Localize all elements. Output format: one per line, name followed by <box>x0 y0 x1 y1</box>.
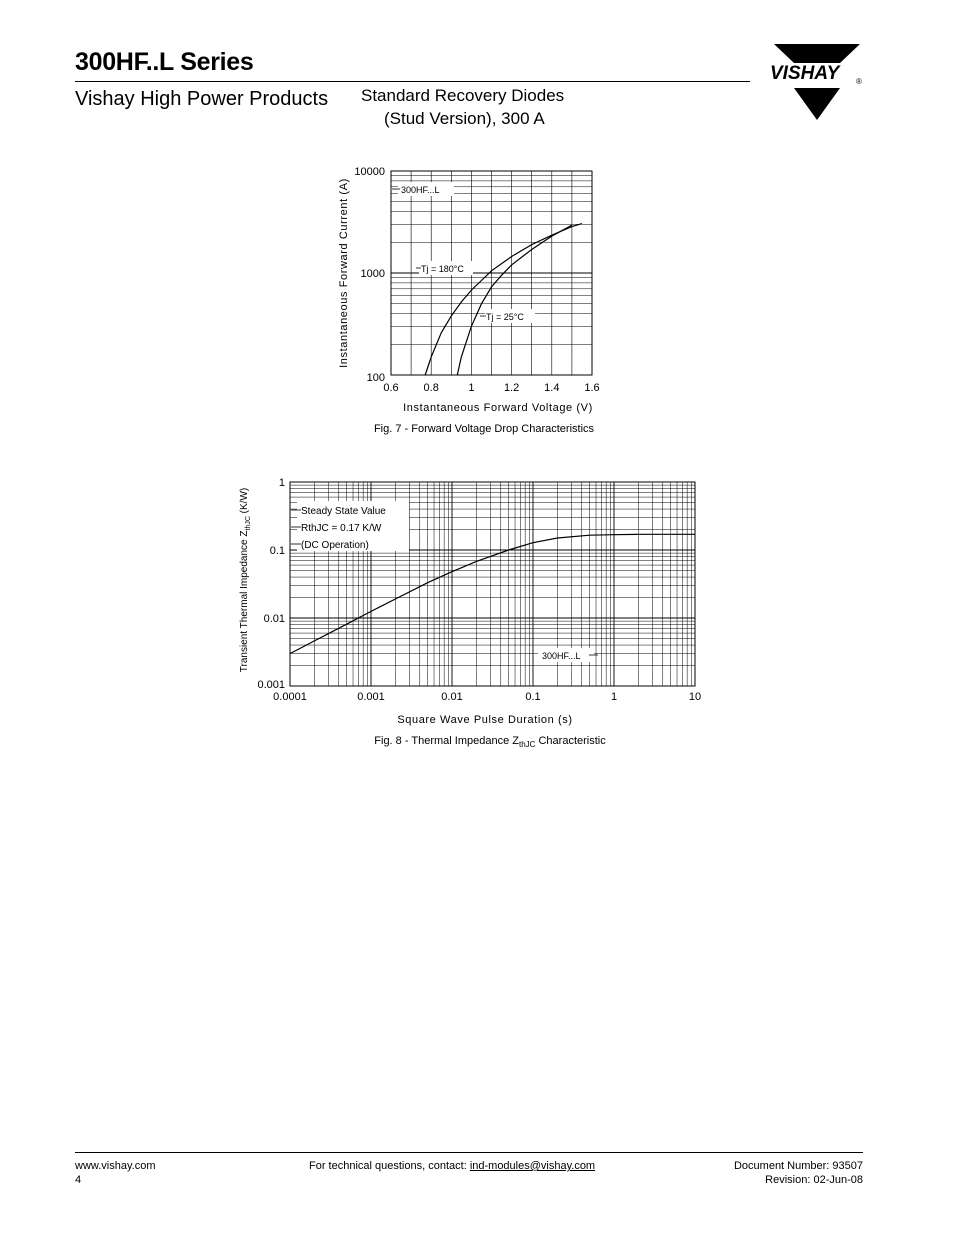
footer-website[interactable]: www.vishay.com <box>75 1160 156 1172</box>
fig7-chart <box>330 160 630 440</box>
subtitle-line-1: Standard Recovery Diodes <box>361 86 565 105</box>
fig8-x-tick-label: 0.0001 <box>273 691 307 703</box>
fig8-series-line-0 <box>290 534 695 653</box>
fig8-annotation-dc-operation: (DC Operation) <box>301 540 369 551</box>
fig8-y-label-main: Transient Thermal Impedance Z <box>239 530 250 673</box>
fig8-curves <box>290 534 695 653</box>
fig8-caption <box>374 735 606 749</box>
fig8-x-tick-label: 0.01 <box>441 691 463 703</box>
fig8-caption-sub: thJC <box>518 740 536 749</box>
footer-contact-email-link[interactable]: ind-modules@vishay.com <box>469 1160 596 1172</box>
fig7-label-box-180 <box>416 261 473 275</box>
fig8-y-tick-label: 0.001 <box>257 679 285 691</box>
fig8-x-tick-label: 0.001 <box>357 691 385 703</box>
fig7-series-line-1 <box>457 225 572 375</box>
fig8-chart <box>230 470 720 755</box>
fig8-x-tick-label: 10 <box>688 691 702 703</box>
fig7-label-box-300hf <box>392 182 454 196</box>
fig7-y-tick-label: 1000 <box>360 268 385 280</box>
fig8-y-tick-labels <box>257 477 285 691</box>
fig7-x-axis-label: Instantaneous Forward Voltage (V) <box>403 402 593 414</box>
logo-registered-mark: ® <box>856 77 862 86</box>
fig8-x-tick-label: 1 <box>610 691 618 703</box>
footer-contact <box>309 1160 595 1172</box>
fig8-x-axis-label: Square Wave Pulse Duration (s) <box>397 714 573 726</box>
footer-page-number: 4 <box>75 1174 82 1186</box>
fig8-annotation-rthjc: RthJC = 0.17 K/W <box>301 523 382 534</box>
fig7-y-tick-labels <box>354 166 385 384</box>
brand-line: Vishay High Power Products <box>75 88 329 110</box>
footer-rule <box>75 1152 863 1153</box>
fig7-annotation-300hf: 300HF...L <box>401 185 440 195</box>
fig7-x-tick-label: 1 <box>468 382 475 394</box>
fig8-y-label-unit: (K/W) <box>239 487 250 517</box>
fig7-series-line-0 <box>425 224 582 375</box>
fig7-y-tick-label: 100 <box>366 372 385 384</box>
vishay-logo <box>766 44 866 120</box>
fig7-annotation-tj180: Tj = 180°C <box>421 264 464 274</box>
series-title: 300HF..L Series <box>75 48 254 76</box>
fig8-caption-main: Fig. 8 - Thermal Impedance Z <box>374 735 519 747</box>
fig8-annotation-steady-state: Steady State Value <box>301 506 386 517</box>
footer-revision: Revision: 02-Jun-08 <box>765 1174 863 1186</box>
fig7-x-tick-label: 1.4 <box>544 382 560 394</box>
fig8-x-tick-labels <box>273 691 701 703</box>
fig8-label-box-steady-state <box>291 501 409 551</box>
logo-top-band <box>774 44 860 63</box>
fig8-y-tick-label: 0.1 <box>269 545 285 557</box>
footer-document-number: Document Number: 93507 <box>733 1160 863 1172</box>
logo-triangle <box>794 88 840 120</box>
logo-text: VISHAY <box>770 63 840 84</box>
fig7-x-tick-label: 0.6 <box>383 382 399 394</box>
fig7-y-tick-label: 10000 <box>354 166 385 178</box>
fig8-caption-end: Characteristic <box>535 735 606 747</box>
fig7-x-tick-label: 1.6 <box>584 382 600 394</box>
fig7-caption: Fig. 7 - Forward Voltage Drop Characteristics <box>373 423 595 435</box>
fig8-y-axis-label <box>239 488 252 672</box>
fig8-y-label-sub: thJC <box>245 516 252 531</box>
fig7-annotation-tj25: Tj = 25°C <box>486 312 524 322</box>
fig8-annotation-300hf: 300HF...L <box>542 651 581 661</box>
fig7-x-tick-label: 1.2 <box>503 382 520 394</box>
header-rule <box>75 81 750 82</box>
fig8-x-tick-label: 0.1 <box>525 691 541 703</box>
fig7-x-tick-labels <box>383 382 599 394</box>
fig8-label-box-300hf <box>538 648 598 662</box>
fig8-y-tick-label: 1 <box>278 477 285 489</box>
fig7-x-tick-label: 0.8 <box>423 382 439 394</box>
fig7-curves <box>425 224 582 375</box>
fig7-label-box-25 <box>480 309 535 323</box>
footer-contact-prefix: For technical questions, contact: <box>309 1160 470 1172</box>
fig8-y-tick-label: 0.01 <box>263 613 285 625</box>
fig7-y-axis-label: Instantaneous Forward Current (A) <box>338 178 350 368</box>
subtitle-line-2: (Stud Version), 300 A <box>384 109 545 128</box>
